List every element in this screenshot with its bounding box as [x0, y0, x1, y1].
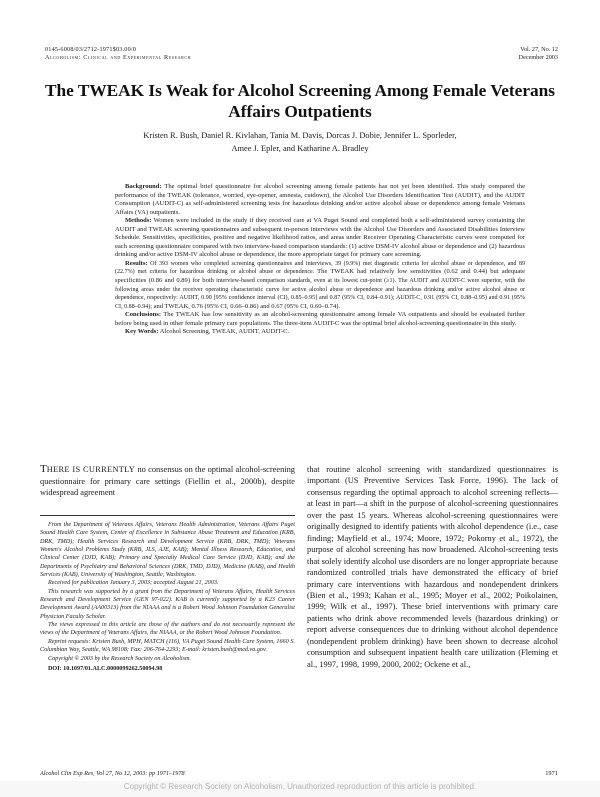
footnote-rule	[40, 515, 295, 516]
background-label: Background:	[125, 183, 162, 190]
footnotes	[40, 521, 295, 673]
conclusions-label: Conclusions:	[125, 311, 162, 319]
results-text-c: interview-based comparison standards, even at its lowest cut-point (≥1). The AUDIT and AUDIT-C were superior, with the following areas under the receiver operating characteristic curve for active alcohol abuse or dependence and hazardous drinking and/or active alcohol abuse or dependence, respectively: AUDIT, 0.90 [95% confidence interval (CI), 0.85–0.95] and 0.87 (95% CI, 0.84–0.91); AUDIT-C, 0.91 (95% CI, 0.88–0.95) and 0.91 (95% CI, 0.88–0.94);	[115, 278, 526, 310]
journal-name: Alcoholism: Clinical and Experimental Research	[45, 54, 192, 61]
results-text-a: Of 393 women who completed screening questionnaires and interviews, 39 (9.9%) met diagnostic criteria for alcohol abuse or dependence, and 89 (22.7%) met criteria for hazardous drinking or alcohol abuse or dependence.	[115, 260, 525, 276]
abstract-keywords	[115, 328, 525, 337]
issn-line: 0145-6008/03/2712-1971$03.00/0	[45, 46, 137, 53]
journal-header-right	[519, 46, 558, 62]
abstract-methods	[115, 217, 525, 260]
author-list	[60, 129, 540, 155]
page-number: 1971	[545, 770, 558, 777]
lead-caps: HERE IS CURRENTLY	[46, 465, 136, 474]
footnote-affiliation: From the Department of Veterans Affairs, Veterans Health Administration, Veterans Affairs Puget Sound Health Care System, Center of Excellence in Substance Abuse Treatment and Education (KRB, DRK, TMD); Health Services Research and Development Service (KRB, DRK, TMD); Veterans Women's Alcohol Problems Study (KRB, JLS, AJE, KAB); Mental Illness Research, Education, and Clinical Center (DJD, KAB); Primary and Specialty Medical Care Service (DJD, KAB); and the Departments of Psychiatry and Behavioral Sciences (DRK, TMD, DJD), Medicine (KAB), and Health Services (KAB), University of Washington, Seattle, Washington.	[40, 522, 295, 579]
article-title: The TWEAK Is Weak for Alcohol Screening Among Female Veterans Affairs Outpatients	[45, 81, 555, 121]
footer-citation: Alcohol Clin Exp Res, Vol 27, No 12, 2003: pp 1971–1978	[40, 770, 185, 777]
background-text: The optimal brief questionnaire for alcohol screening among female patients has not yet been identified. This study compared the performance of the TWEAK (tolerance, worried, eye-opener, amnesia, cutdown), the Alcohol Use Disorders Identification Test (AUDIT), and the AUDIT Consumption (AUDIT-C) as self-administered screening tests for hazardous drinking and/or active alcohol abuse or dependence among female Veterans Affairs (VA) outpatients.	[115, 183, 525, 216]
body-column-right: that routine alcohol screening with standardized questionnaires is important (US Preventive Services Task Force, 1996). The lack of consensus regarding the optimal approach to alcohol screening reflects—at least in part—a shift in the purpose of alcohol-screening questionnaires over the past 15 years. Whereas alcohol-screening questionnaires were originally designed to identify patients with alcohol dependence (i.e., case finding; Mayfield et al., 1974; Moore, 1972; Pokorny et al., 1972), the purpose of alcohol screening has now broadened. Alcohol-screening tests that solely identify alcohol use disorders are no longer appropriate because randomized controlled trials have demonstrated the efficacy of brief primary care interventions with hazardous and nondependent drinkers (Bien et al., 1993; Kahan et al., 1995; Moyer et al., 2002; Poikolainen, 1999; Wilk et al., 1997). These brief interventions with primary care patients who drink above recommended levels (hazardous drinking) or report adverse consequences due to drinking without alcohol dependence (nondependent problem drinking) have been shown to decrease alcohol consumption and subsequent inpatient health care utilization (Fleming et al., 1997, 1998, 1999, 2000, 2002; Ockene et al.,	[307, 465, 558, 669]
keywords-label: Key Words:	[125, 328, 159, 336]
footnote-copyright: Copyright © 2003 by the Research Society on Alcoholism.	[48, 655, 191, 662]
abstract	[115, 183, 525, 337]
keywords-text: Alcohol Screening, TWEAK, AUDIT, AUDIT-C.	[158, 328, 290, 336]
left-column-text: no consensus on the optimal alcohol-screening questionnaire for primary care settings (Fiellin et al., 2000b), despite widespread agreement	[40, 465, 295, 497]
abstract-results	[115, 260, 525, 311]
methods-label: Methods:	[125, 217, 152, 225]
authors-line-2: Amee J. Epler, and Katharine A. Bradley	[231, 144, 369, 153]
issue-date: December 2003	[518, 54, 558, 61]
copyright-watermark: Copyright © Research Society on Alcoholism. Unauthorized reproduction of this article is prohibited.	[123, 782, 477, 791]
body-column-left	[40, 464, 295, 499]
results-text-b: The TWEAK had relatively low sensitivities (0.62 and 0.44) but adequate specificities (0.86 and 0.89) for both	[115, 268, 525, 285]
footnote-views: The views expressed in this article are those of the authors and do not necessarily represent the views of the Department of Veterans Affairs, the NIAAA, or the Robert Wood Johnson Foundation.	[40, 622, 295, 637]
footnote-support: This research was supported by a grant from the Department of Veterans Affairs, Health Services Research and Development Service (GEN 97-022). KAB is currently supported by a K23 Career Development Award (AA00313) from the NIAAA and is a Robert Wood Johnson Foundation Generalist Physician Faculty Scholar.	[40, 588, 295, 620]
journal-header-left	[45, 46, 191, 62]
results-label: Results:	[125, 259, 148, 267]
drop-cap: T	[40, 463, 47, 475]
footnote-reprints: Reprint requests: Kristen Bush, MPH, MATCH (116), VA Puget Sound Health Care System, 1660 S. Columbian Way, Seattle, WA 98108; Fax: 206-764-2293; E-mail: kristen.bush@med.va.gov.	[40, 638, 295, 654]
volume-issue: Vol. 27, No. 12	[520, 46, 558, 53]
results-text-d: and TWEAK, 0.76 (95% CI, 0.66–0.86) and 0.67 (95% CI, 0.60–0.74).	[151, 302, 341, 310]
abstract-conclusions	[115, 311, 525, 328]
doi-link[interactable]: DOI: 10.1097/01.ALC.0000099262.50094.98	[48, 665, 163, 672]
conclusions-text: The TWEAK has low sensitivity as an alcohol-screening questionnaire among female VA outpatients and should be evaluated further before being used in other female primary care populations. The three-item AUDIT-C was the optimal brief alcohol-screening questionnaire in this study.	[115, 311, 525, 327]
methods-text: Women were included in the study if they received care at VA Puget Sound and completed both a self-administered survey containing the AUDIT and TWEAK screening questionnaires and subsequent in-person interviews with the Alcohol Use Disorders and Associated Disabilities Interview Schedule. Sensitivities, specificities, positive and negative likelihood ratios, and areas under Receiver Operating Characteristic curves were computed for each screening questionnaire compared with two interview-based comparison standards: (1) active DSM-IV alcohol abuse or dependence and (2) hazardous drinking and/or active DSM-IV alcohol abuse or dependence, the more appropriate target for primary care screening.	[115, 217, 525, 259]
abstract-background	[115, 183, 525, 217]
footnote-received: Received for publication January 3, 2003; accepted August 21, 2003.	[48, 580, 219, 587]
authors-line-1: Kristen R. Bush, Daniel R. Kivlahan, Tania M. Davis, Dorcas J. Dobie, Jennifer L. Sporleder,	[143, 131, 457, 140]
